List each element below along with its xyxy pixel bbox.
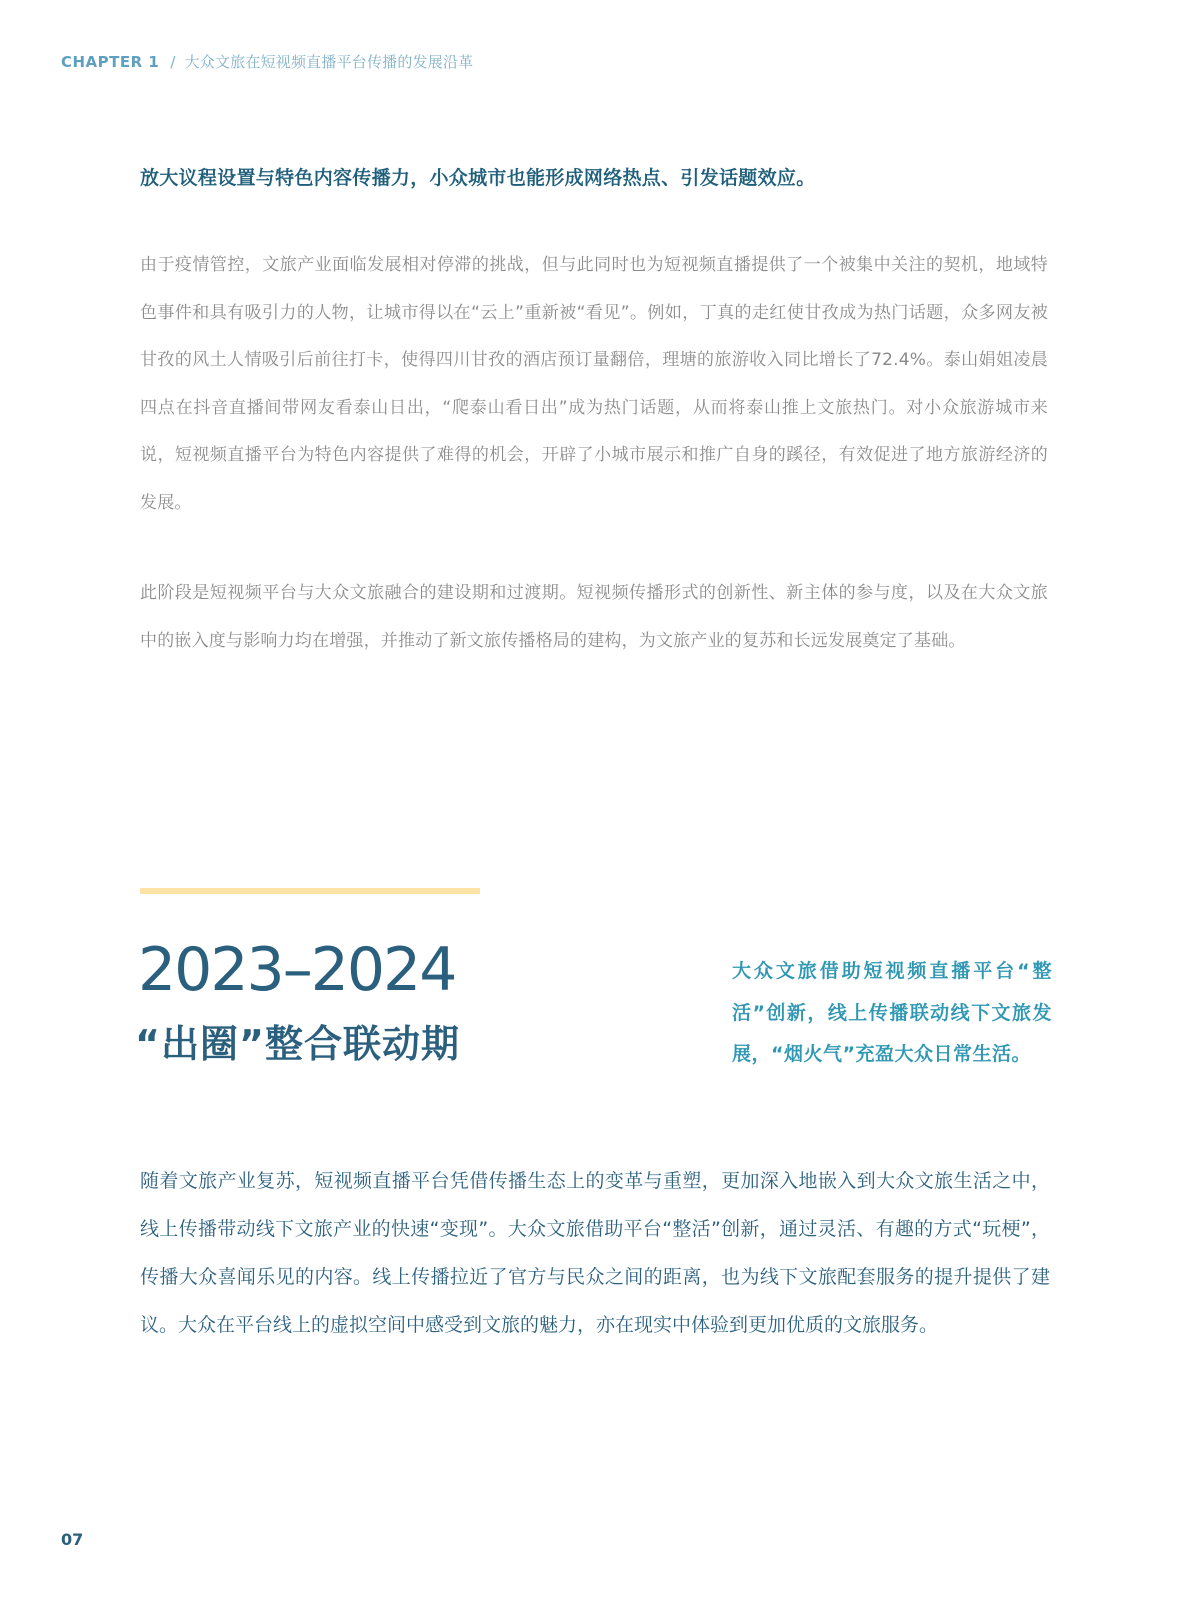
- period-body-paragraph: 随着文旅产业复苏，短视频直播平台凭借传播生态上的变革与重塑，更加深入地嵌入到大众文旅生活之中，线上传播带动线下文旅产业的快速“变现”。大众文旅借助平台“整活”创新，通过灵活、有趣的方式“玩梗”，传播大众喜闻乐见的内容。线上传播拉近了官方与民众之间的距离，也为线下文旅配套服务的提升提供了建议。大众在平台线上的虚拟空间中感受到文旅的魅力，亦在现实中体验到更加优质的文旅服务。: [140, 1170, 1050, 1336]
- accent-divider: [140, 888, 480, 894]
- chapter-label: CHAPTER 1: [61, 53, 160, 71]
- chapter-title: 大众文旅在短视频直播平台传播的发展沿革: [184, 53, 474, 71]
- header-separator: /: [170, 53, 176, 71]
- page-number: 07: [61, 1530, 84, 1549]
- period-sidenote: 大众文旅借助短视频直播平台“整活”创新，线上传播联动线下文旅发展，“烟火气”充盈大众日常生活。: [732, 960, 1052, 1065]
- body-paragraph-1: 由于疫情管控，文旅产业面临发展相对停滞的挑战，但与此同时也为短视频直播提供了一个被集中关注的契机，地域特色事件和具有吸引力的人物，让城市得以在“云上”重新被“看见”。例如，丁真的走红使甘孜成为热门话题，众多网友被甘孜的风土人情吸引后前往打卡，使得四川甘孜的酒店预订量翻倍，理塘的旅游收入同比增长了72.4%。泰山娟姐凌晨四点在抖音直播间带网友看泰山日出，“爬泰山看日出”成为热门话题，从而将泰山推上文旅热门。对小众旅游城市来说，短视频直播平台为特色内容提供了难得的机会，开辟了小城市展示和推广自身的蹊径，有效促进了地方旅游经济的发展。: [140, 255, 1048, 513]
- body-paragraph-2: 此阶段是短视频平台与大众文旅融合的建设期和过渡期。短视频传播形式的创新性、新主体的参与度，以及在大众文旅中的嵌入度与影响力均在增强，并推动了新文旅传播格局的建构，为文旅产业的复苏和长远发展奠定了基础。: [140, 583, 1048, 651]
- period-title: “出圈”整合联动期: [135, 1022, 460, 1066]
- running-header: [61, 51, 473, 72]
- period-years: 2023–2024: [138, 935, 456, 1005]
- section-heading: 放大议程设置与特色内容传播力，小众城市也能形成网络热点、引发话题效应。: [140, 167, 816, 189]
